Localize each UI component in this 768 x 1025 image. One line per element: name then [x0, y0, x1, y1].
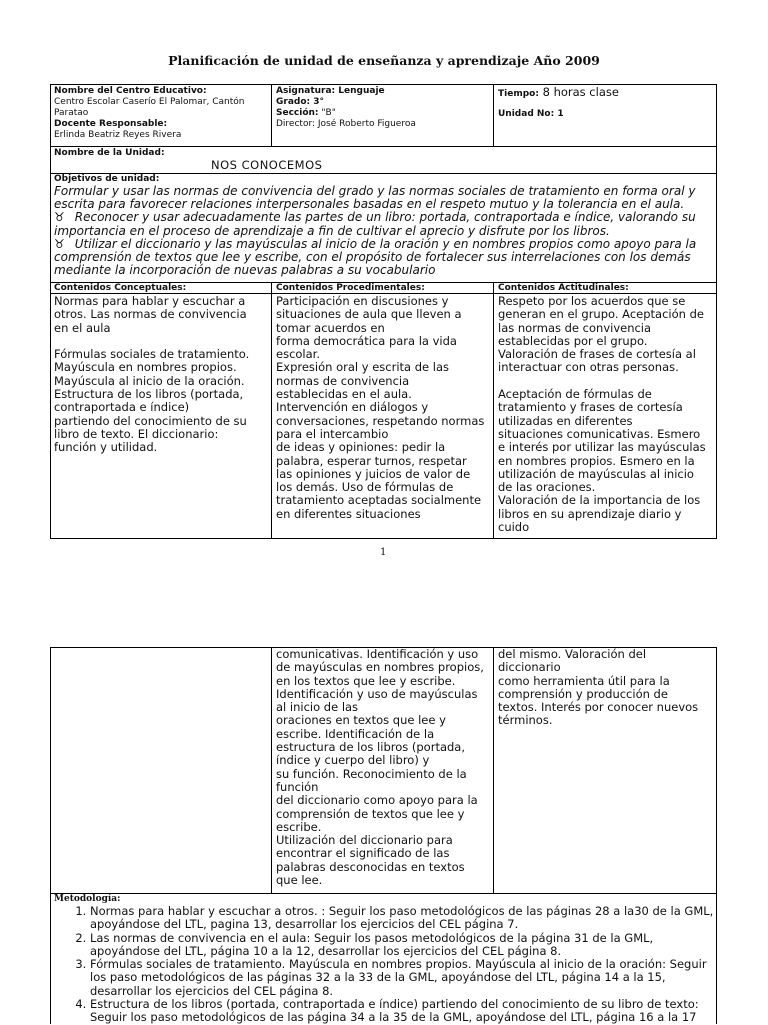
content-line: escribe.: [276, 819, 322, 834]
content-line: en diferentes situaciones: [276, 506, 421, 521]
objetivo-item: Formular y usar las normas de convivencia del grado y las normas sociales de tratamiento en forma oral y escrita para favorecer relaciones interpersonales basadas en el respeto mutuo y la tolerancia en el aula.: [54, 184, 696, 212]
content-line: e interés por utilizar las mayúsculas: [498, 440, 706, 455]
objetivos-list: [54, 185, 714, 277]
content-line: función y utilidad.: [54, 440, 158, 455]
content-line: de ideas y opiniones: pedir la: [276, 440, 446, 455]
content-line: Mayúscula al inicio de la oración.: [54, 373, 245, 388]
content-line: Utilización del diccionario para: [276, 833, 453, 848]
docente-value: Erlinda Beatriz Reyes Rivera: [54, 130, 182, 140]
content-line: libro de texto. El diccionario:: [54, 426, 219, 441]
tiempo-value: 8 horas clase: [538, 85, 619, 99]
content-line: que lee.: [276, 873, 323, 888]
content-line: las normas de convivencia: [498, 320, 652, 335]
procedimentales-continued: [276, 648, 491, 887]
content-line: Intervención en diálogos y: [276, 400, 429, 415]
header-actitudinales: Contenidos Actitudinales:: [498, 283, 629, 293]
content-line: oraciones en textos que lee y: [276, 713, 446, 728]
content-line: comunicativas. Identificación y uso: [276, 647, 479, 661]
metodologia-list: [54, 905, 714, 1025]
objetivos-label: Objetivos de unidad:: [54, 174, 160, 184]
content-line: encontrar el significado de las: [276, 846, 450, 861]
header-conceptuales: Contenidos Conceptuales:: [54, 283, 187, 293]
centro-value: Centro Escolar Caserío El Palomar, Cantón Paratao: [54, 97, 245, 118]
grado: Grado: 3°: [276, 97, 325, 107]
objetivo-item: ♉ Reconocer y usar adecuadamente las partes de un libro: portada, contraportada e índice, valorando su importancia en el proceso de aprendizaje a fin de cultivar el aprecio y disfrute por los libros.: [54, 210, 696, 238]
header-procedimentales: Contenidos Procedimentales:: [276, 283, 425, 293]
content-line: estructura de los libros (portada,: [276, 740, 466, 755]
content-line: función: [276, 779, 319, 794]
content-line: situaciones de aula que lleven a: [276, 307, 462, 322]
metodologia-section: [54, 894, 714, 1025]
centro-label: Nombre del Centro Educativo:: [54, 86, 207, 96]
director: Director: José Roberto Figueroa: [276, 119, 416, 129]
tiempo-label: Tiempo:: [498, 89, 539, 99]
content-line: escribe. Identificación de la: [276, 726, 435, 741]
content-line: comprensión y producción de: [498, 686, 668, 701]
content-line: de mayúsculas en nombres propios,: [276, 660, 484, 675]
metodologia-item: 4. Estructura de los libros (portada, contraportada e índice) partiendo del conocimiento de su libro de texto: Seguir los paso metodológicos de las página 34 a la 35 de la GML, apoyándose del LTL, página 16 a la 17: [90, 998, 714, 1025]
objetivo-item: ♉ Utilizar el diccionario y las mayúsculas al inicio de la oración y en nombres propios como apoyo para la comprensión de textos que lee y escribe, con el propósito de fortalecer sus interrelaciones con los demás mediante la incorporación de nuevas palabras a su vocabulario: [54, 236, 697, 278]
content-line: libros en su aprendizaje diario y: [498, 506, 682, 521]
tiempo-cell: [498, 86, 712, 120]
content-line: otros. Las normas de convivencia: [54, 307, 247, 322]
content-line: partiendo del conocimiento de su: [54, 413, 247, 428]
content-line: al inicio de las: [276, 700, 359, 715]
asignatura: Asignatura: Lenguaje: [276, 86, 385, 96]
content-line: Fórmulas sociales de tratamiento.: [54, 347, 250, 362]
content-line: escolar.: [276, 347, 320, 362]
content-line: conversaciones, respetando normas: [276, 413, 485, 428]
content-line: normas de convivencia: [276, 373, 410, 388]
content-line: contraportada e índice): [54, 400, 190, 415]
content-line: establecidas en el aula.: [276, 387, 412, 402]
seccion-value: "B": [318, 108, 336, 118]
content-line: cuido: [498, 520, 530, 535]
content-line: Aceptación de fórmulas de: [498, 387, 652, 402]
content-line: utilización de mayúsculas al inicio: [498, 466, 694, 481]
content-line: textos. Interés por conocer nuevos: [498, 700, 699, 715]
metodologia-item: 1. Normas para hablar y escuchar a otros. : Seguir los paso metodológicos de las páginas 28 a la30 de la GML, apoyándose del LTL, pagina 13, desarrollar los ejercicios del CEL página 7.: [90, 905, 714, 932]
unidad-label: Nombre de la Unidad:: [54, 148, 165, 158]
seccion-label: Sección:: [276, 108, 319, 118]
centro-cell: [54, 86, 268, 141]
content-line: en nombres propios. Esmero en la: [498, 453, 695, 468]
content-line: como herramienta útil para la: [498, 673, 670, 688]
content-line: los demás. Uso de fórmulas de: [276, 480, 454, 495]
content-line: interactuar con otras personas.: [498, 360, 679, 375]
metodologia-label: Metodología:: [54, 894, 121, 904]
content-line: del diccionario como apoyo para la: [276, 793, 478, 808]
content-line: Participación en discusiones y: [276, 294, 449, 308]
taurus-bullet-icon: ♉: [54, 236, 65, 251]
content-line: palabras desconocidas en textos: [276, 859, 465, 874]
content-line: tratamiento y frases de cortesía: [498, 400, 683, 415]
content-line: Normas para hablar y escuchar a: [54, 294, 246, 308]
content-line: Mayúscula en nombres propios.: [54, 360, 237, 375]
taurus-bullet-icon: ♉: [54, 210, 65, 225]
content-line: en los textos que lee y escribe.: [276, 673, 456, 688]
content-line: forma democrática para la vida: [276, 333, 457, 348]
content-line: las opiniones y juicios de valor de: [276, 466, 471, 481]
actitudinales-continued: [498, 648, 713, 728]
actitudinales-content: [498, 295, 713, 534]
content-line: utilizadas en diferentes: [498, 413, 633, 428]
content-line: del mismo. Valoración del: [498, 647, 647, 661]
unidad-number: Unidad No: 1: [498, 109, 564, 119]
content-line: palabra, esperar turnos, respetar: [276, 453, 467, 468]
content-line: diccionario: [498, 660, 561, 675]
content-line: comprensión de textos que lee y: [276, 806, 465, 821]
content-line: su función. Reconocimiento de la: [276, 766, 467, 781]
content-line: situaciones comunicativas. Esmero: [498, 426, 701, 441]
conceptuales-content: [54, 295, 269, 455]
content-line: Valoración de la importancia de los: [498, 493, 701, 508]
content-line: [498, 375, 713, 388]
metodologia-item: 3. Fórmulas sociales de tratamiento. Mayúscula en nombres propios. Mayúscula al inicio de la oración: Seguir los paso metodológicos de las páginas 32 a la 33 de la GML, apoyándose del LTL, página 14 a la 15, desarrollar los ejercicios del CEL página 8.: [90, 958, 714, 998]
asignatura-cell: [276, 86, 490, 130]
content-line: términos.: [498, 713, 553, 728]
content-line: Respeto por los acuerdos que se: [498, 294, 686, 308]
document-title: Planificación de unidad de enseñanza y aprendizaje Año 2009: [168, 53, 600, 68]
content-line: tomar acuerdos en: [276, 320, 385, 335]
page-number: 1: [380, 547, 387, 558]
content-line: Identificación y uso de mayúsculas: [276, 686, 478, 701]
content-line: Estructura de los libros (portada,: [54, 387, 244, 402]
content-line: índice y cuerpo del libro) y: [276, 753, 430, 768]
content-line: Expresión oral y escrita de las: [276, 360, 449, 375]
procedimentales-content: [276, 295, 491, 521]
content-line: en el aula: [54, 320, 111, 335]
content-line: [54, 335, 269, 348]
content-line: de las oraciones.: [498, 480, 596, 495]
content-line: generan en el grupo. Aceptación de: [498, 307, 704, 322]
content-line: para el intercambio: [276, 426, 389, 441]
unidad-value: NOS CONOCEMOS: [211, 158, 323, 172]
docente-label: Docente Responsable:: [54, 119, 168, 129]
metodologia-item: 2. Las normas de convivencia en el aula: Seguir los pasos metodológicos de la página 31 de la GML, apoyándose del LTL, página 10 a la 12, desarrollar los ejercicios del CEL página 8.: [90, 932, 714, 959]
content-line: Valoración de frases de cortesía al: [498, 347, 696, 362]
content-line: establecidas por el grupo.: [498, 333, 648, 348]
content-line: tratamiento aceptadas socialmente: [276, 493, 482, 508]
